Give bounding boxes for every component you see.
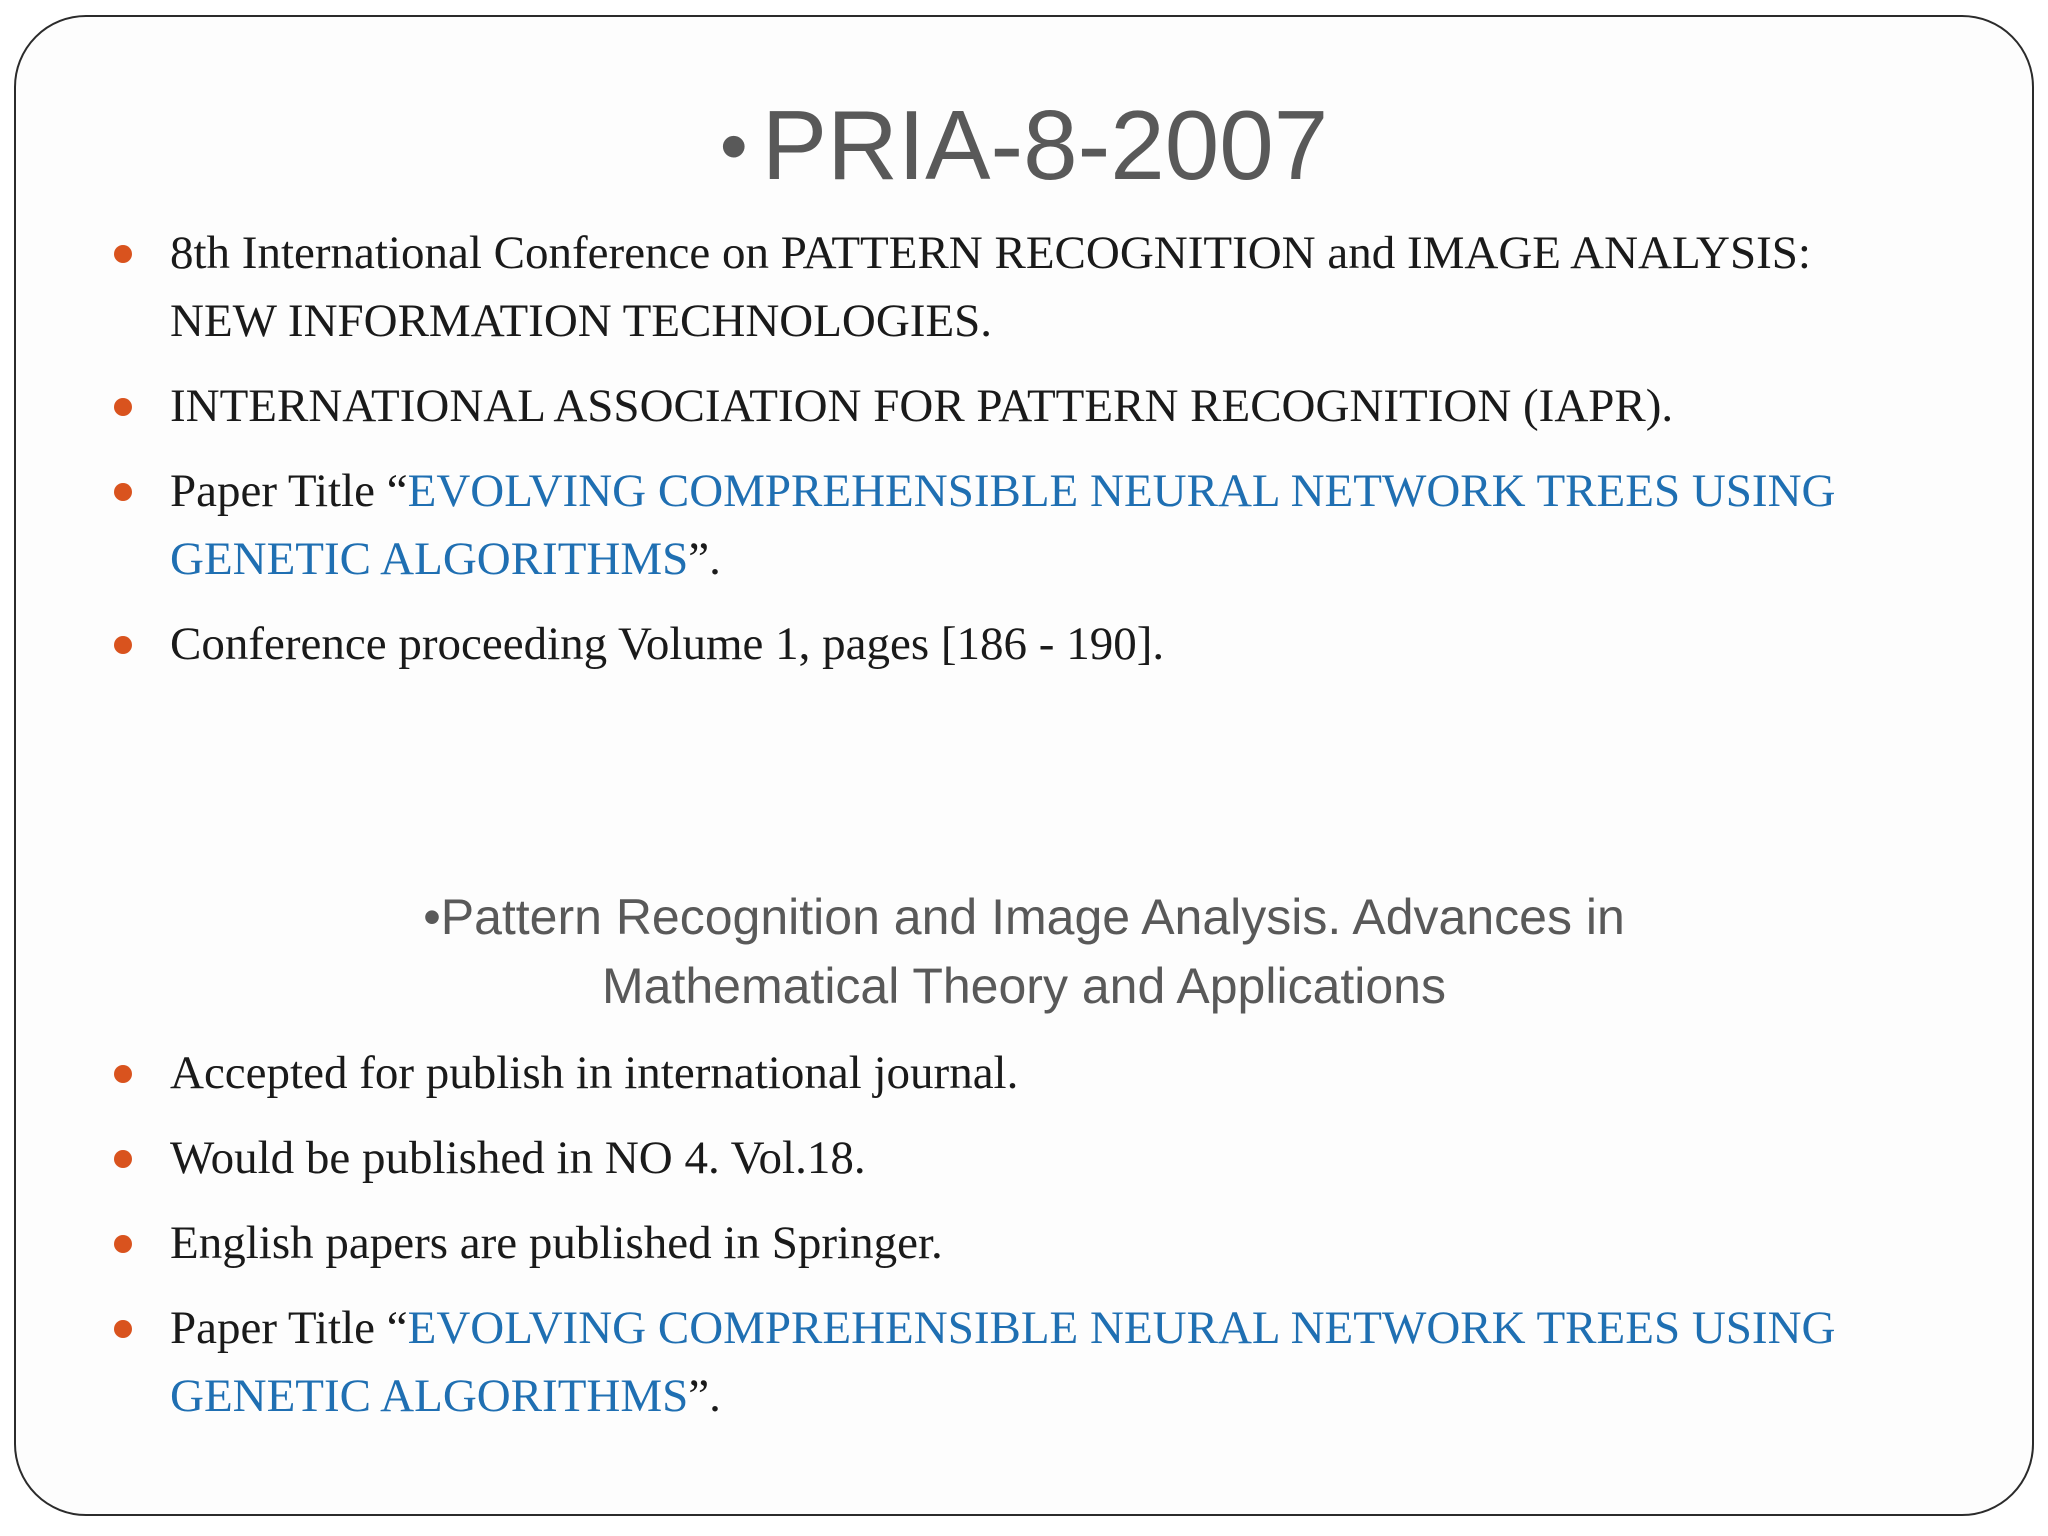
title-text: PRIA-8-2007 (761, 90, 1329, 200)
slide-title (16, 85, 2032, 212)
conference-list (16, 219, 1990, 695)
bullet-icon (114, 398, 132, 416)
list-item (16, 457, 1990, 593)
bullet-icon (114, 483, 132, 501)
paper-title-prefix: Paper Title “ (170, 465, 408, 517)
paper-title: GENETIC ALGORITHMS (170, 1370, 689, 1422)
bullet-icon (114, 1150, 132, 1168)
paper-title-line (170, 1294, 1990, 1362)
journal-heading-line: •Pattern Recognition and Image Analysis. Advances in (423, 889, 1625, 945)
bullet-icon (114, 636, 132, 654)
item-text: Conference proceeding Volume 1, pages [186 - 190]. (170, 618, 1165, 670)
item-text: NEW INFORMATION TECHNOLOGIES. (170, 295, 993, 347)
paper-title-line (170, 1362, 1990, 1430)
paper-title-suffix: ”. (688, 533, 721, 585)
list-item (16, 1124, 1990, 1192)
bullet-icon (114, 1235, 132, 1253)
item-text: Accepted for publish in international journal. (170, 1047, 1019, 1099)
journal-list (16, 1039, 1990, 1447)
item-text: Would be published in NO 4. Vol.18. (170, 1132, 866, 1184)
paper-title-line (170, 525, 1990, 593)
paper-title: EVOLVING COMPREHENSIBLE NEURAL NETWORK TREES USING (407, 465, 1836, 517)
paper-title-suffix: ”. (688, 1370, 721, 1422)
list-item (16, 1294, 1990, 1430)
paper-title-line (170, 457, 1990, 525)
slide (14, 15, 2034, 1516)
journal-heading-line: Mathematical Theory and Applications (602, 958, 1446, 1014)
item-text: INTERNATIONAL ASSOCIATION FOR PATTERN RECOGNITION (IAPR). (170, 380, 1674, 432)
journal-heading (16, 883, 2032, 1021)
item-text: English papers are published in Springer. (170, 1217, 943, 1269)
bullet-icon (114, 245, 132, 263)
list-item (16, 610, 1990, 678)
list-item (16, 219, 1990, 355)
bullet-icon (114, 1320, 132, 1338)
list-item (16, 1039, 1990, 1107)
paper-title: EVOLVING COMPREHENSIBLE NEURAL NETWORK TREES USING (407, 1302, 1836, 1354)
bullet-icon (114, 1065, 132, 1083)
paper-title: GENETIC ALGORITHMS (170, 533, 689, 585)
list-item (16, 372, 1990, 440)
title-bullet: • (719, 101, 748, 190)
item-text: 8th International Conference on PATTERN RECOGNITION and IMAGE ANALYSIS: (170, 227, 1811, 279)
list-item (16, 1209, 1990, 1277)
paper-title-prefix: Paper Title “ (170, 1302, 408, 1354)
